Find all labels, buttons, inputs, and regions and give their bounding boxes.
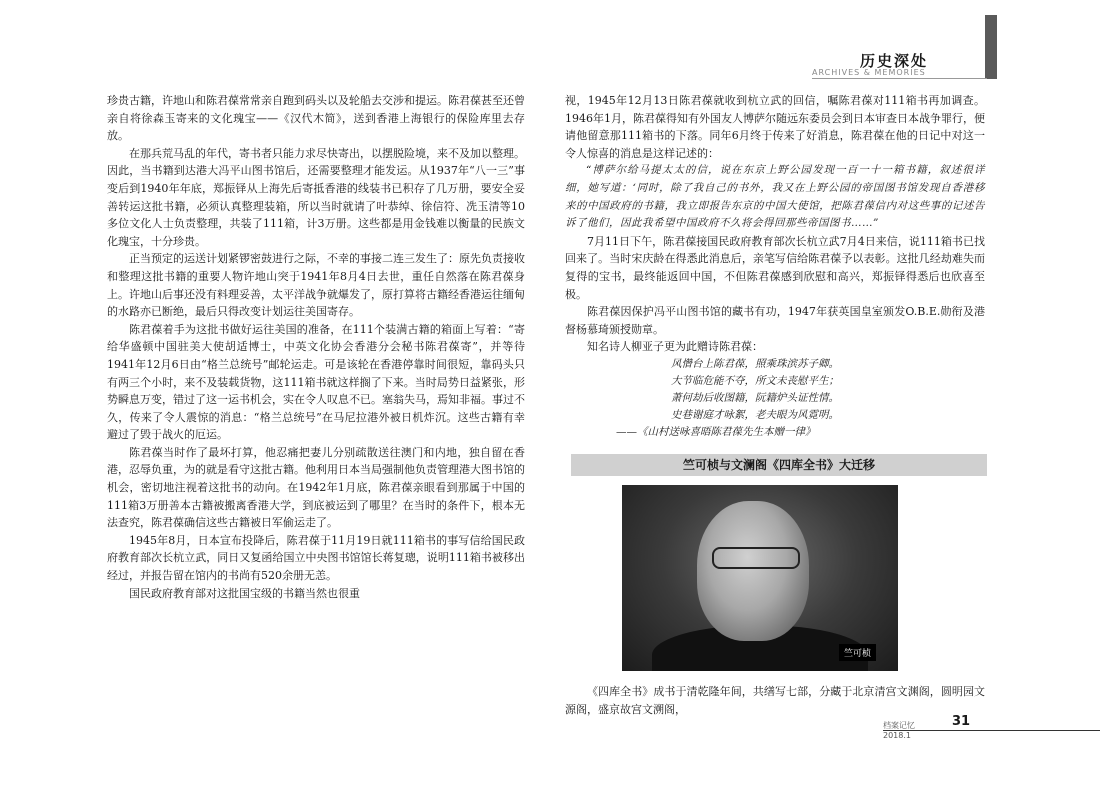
- footer-magazine-name: 档案记忆: [883, 721, 915, 730]
- poem-source: ——《山村送咏喜晤陈君葆先生本赠一律》: [616, 425, 816, 438]
- right-column: [565, 92, 985, 442]
- paragraph: 国民政府教育部对这批国宝级的书籍当然也很重: [129, 586, 360, 600]
- poem-line: 史巷谢庭才咏絮，老夫眼为风霓明。: [671, 408, 839, 421]
- section-subtitle: ARCHIVES & MEMORIES: [812, 68, 926, 77]
- portrait-glasses: [712, 547, 800, 569]
- paragraph: 视，1945年12月13日陈君葆就收到杭立武的回信，嘱陈君葆对111箱书再加调查。1946年1月，陈君葆得知有外国友人博萨尔随远东委员会到日本审查日本战争罪行，便请他留意那111箱书的下落。同年6月终于传来了好消息，陈君葆在他的日记中对这一令人惊喜的消息是这样记述的：: [565, 94, 985, 160]
- footer-issue: 2018.1: [883, 731, 911, 740]
- diary-quote: “博萨尔给马提太太的信，说在东京上野公园发现一百一十一箱书籍，叙述很详细，她写道：‘同时，除了我自己的书外，我又在上野公园的帝国图书馆发现自香港移来的中国政府的书籍，我立即报告东京的中国大使馆，把陈君葆信内对这些事的记述告诉了他们，因此我希望中国政府不久将会得回那些帝国图书……”: [565, 164, 985, 230]
- poem-line: 风㦧台上陈君葆，照乘珠滨苏子卿。: [671, 357, 839, 370]
- paragraph: 在那兵荒马乱的年代，寄书者只能力求尽快寄出，以摆脱险境，来不及加以整理。因此，当书籍到达港大冯平山图书馆后，还需要整理才能发运。从1937年“八一三”事变后到1940年年底，郑振铎从上海先后寄抵香港的线装书已积存了几万册，要安全妥善转运这批书籍，必须认真整理装箱，所以当时就请了叶恭绰、徐信符、冼玉清等10多位文化人士负责整理，共装了111箱，计3万册。这些都是用金钱难以衡量的民族文化瑰宝，十分珍贵。: [107, 146, 525, 248]
- left-column: [107, 92, 525, 602]
- poem-line: 大节临危能不夺，所文未丧慰平生；: [671, 374, 839, 387]
- paragraph: 陈君葆因保护冯平山图书馆的藏书有功，1947年获英国皇室颁发O.B.E.勋衔及港督杨慕琦颁授勋章。: [565, 305, 985, 336]
- poem-intro: 知名诗人柳亚子更为此赠诗陈君葆：: [587, 340, 763, 354]
- paragraph: 《四库全书》成书于清乾隆年间，共缮写七部，分藏于北京清宫文渊阁，圆明园文源阁，盛京故宫文溯阁，: [565, 685, 985, 716]
- paragraph: 珍贵古籍，许地山和陈君葆常常亲自跑到码头以及轮船去交涉和提运。陈君葆甚至还曾亲自将徐森玉寄来的文化瑰宝——《汉代木简》，送到香港上海银行的保险库里去存放。: [107, 94, 525, 143]
- section-title: 历史深处: [860, 52, 929, 70]
- paragraph: 陈君葆当时作了最坏打算，他忍痛把妻儿分别疏散送往澳门和内地，独自留在香港，忍辱负重，为的就是看守这批古籍。他利用日本当局强制他负责管理港大图书馆的机会，密切地注视着这批书的动向。在1942年1月底，陈君葆亲眼看到那属于中国的111箱3万册善本古籍被搬离香港大学，到底被运到了哪里？在当时的条件下，根本无法查究，陈君葆确信这些古籍被日军偷运走了。: [107, 445, 525, 530]
- header-accent-bar: [985, 15, 997, 79]
- paragraph: 陈君葆着手为这批书做好运往美国的准备，在111个装满古籍的箱面上写着：“寄给华盛顿中国驻美大使胡适博士，中英文化协会香港分会秘书陈君葆寄”，并等待1941年12月6日由“格兰总统号”邮轮运走。可是该轮在香港停靠时间很短，靠码头只有两三个小时，来不及装载货物，这111箱书就这样搁了下来。当时局势日益紧张，形势瞬息万变，错过了这一运书机会，实在令人叹息不已。塞翁失马，焉知非福。事过不久，传来了令人震惊的消息：“格兰总统号”在马尼拉港外被日机炸沉。这些古籍有幸避过了毁于战火的厄运。: [107, 322, 525, 442]
- header-divider: [812, 78, 987, 79]
- portrait-head: [697, 501, 809, 641]
- photo-caption: 竺可桢: [839, 644, 876, 661]
- page-number: 31: [952, 714, 971, 729]
- paragraph: 正当预定的运送计划紧锣密鼓进行之际，不幸的事接二连三发生了：原先负责接收和整理这批书籍的重要人物许地山突于1941年8月4日去世，重任自然落在陈君葆身上。许地山后事还没有料理妥善，太平洋战争就爆发了，原打算将古籍经香港运往缅甸的水路亦已断绝，最后只得改变计划运往美国寄存。: [107, 252, 525, 319]
- paragraph: 7月11日下午，陈君葆接国民政府教育部次长杭立武7月4日来信，说111箱书已找回来了。当时宋庆龄在得悉此消息后，亲笔写信给陈君葆予以表彰。这批几经劫难失而复得的宝书，最终能返回中国，不但陈君葆感到欣慰和高兴，郑振铎得悉后也欣喜至极。: [565, 234, 985, 301]
- poem-line: 萧何劫后收图籍，阮籍炉头证性情。: [671, 391, 839, 404]
- bottom-text: [565, 683, 985, 718]
- footer-rule: [883, 730, 1100, 731]
- portrait-photo: [622, 485, 898, 671]
- paragraph: 1945年8月，日本宣布投降后，陈君葆于11月19日就111箱书的事写信给国民政府教育部次长杭立武，同日又复函给国立中央图书馆馆长蒋复璁，说明111箱书被移出经过，并报告留在馆内的书尚有520余册无恙。: [107, 533, 525, 583]
- section-banner: 竺可桢与文澜阁《四库全书》大迁移: [571, 454, 987, 476]
